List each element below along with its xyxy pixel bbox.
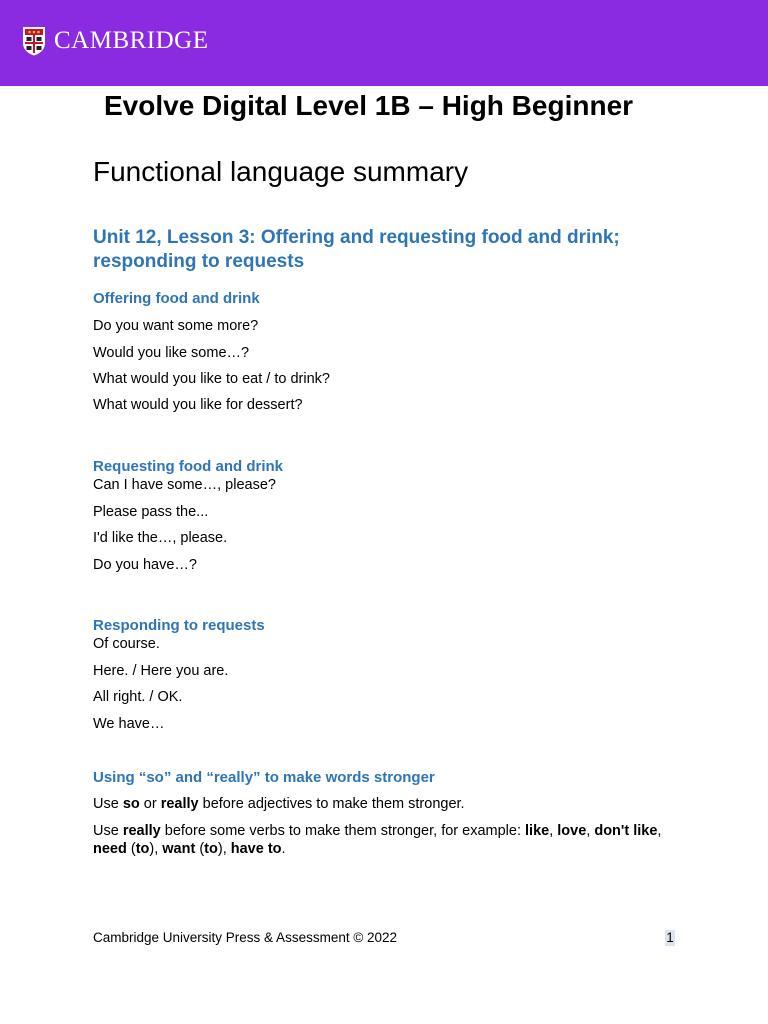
- phrase-line: What would you like to eat / to drink?: [93, 371, 330, 387]
- phrase-line: What would you like for dessert?: [93, 397, 303, 413]
- phrase-line: Please pass the...: [93, 504, 209, 520]
- cambridge-brand[interactable]: [22, 26, 209, 56]
- section-heading-offering: Offering food and drink: [93, 290, 260, 307]
- phrase-line: Would you like some…?: [93, 345, 250, 361]
- section-heading-responding: Responding to requests: [93, 617, 265, 634]
- brand-name: CAMBRIDGE: [54, 27, 209, 54]
- phrase-line: I'd like the…, please.: [93, 530, 228, 546]
- really-verbs-explanation: Use really before some verbs to make them stronger, for example: like, love, don't like, need (to), want (to), have to.: [93, 823, 662, 857]
- unit-heading: Unit 12, Lesson 3: Offering and requesting food and drink; responding to requests: [93, 227, 620, 272]
- phrase-line: Can I have some…, please?: [93, 477, 276, 493]
- header-bar: [0, 0, 768, 86]
- phrase-line: Here. / Here you are.: [93, 663, 229, 679]
- cambridge-shield-icon: [22, 26, 46, 56]
- document-subtitle: Functional language summary: [93, 156, 469, 187]
- phrase-line: We have…: [93, 716, 165, 732]
- phrase-line: Of course.: [93, 636, 160, 652]
- document-title: Evolve Digital Level 1B – High Beginner: [104, 90, 634, 121]
- phrase-line: Do you have…?: [93, 557, 197, 573]
- footer-copyright: Cambridge University Press & Assessment © 2022: [93, 930, 398, 945]
- section-heading-requesting: Requesting food and drink: [93, 458, 283, 475]
- page-number: 1: [666, 930, 674, 945]
- section-heading-so-really: Using “so” and “really” to make words stronger: [93, 769, 435, 786]
- so-really-explanation: Use so or really before adjectives to make them stronger.: [93, 796, 465, 812]
- phrase-line: All right. / OK.: [93, 689, 183, 705]
- phrase-line: Do you want some more?: [93, 318, 259, 334]
